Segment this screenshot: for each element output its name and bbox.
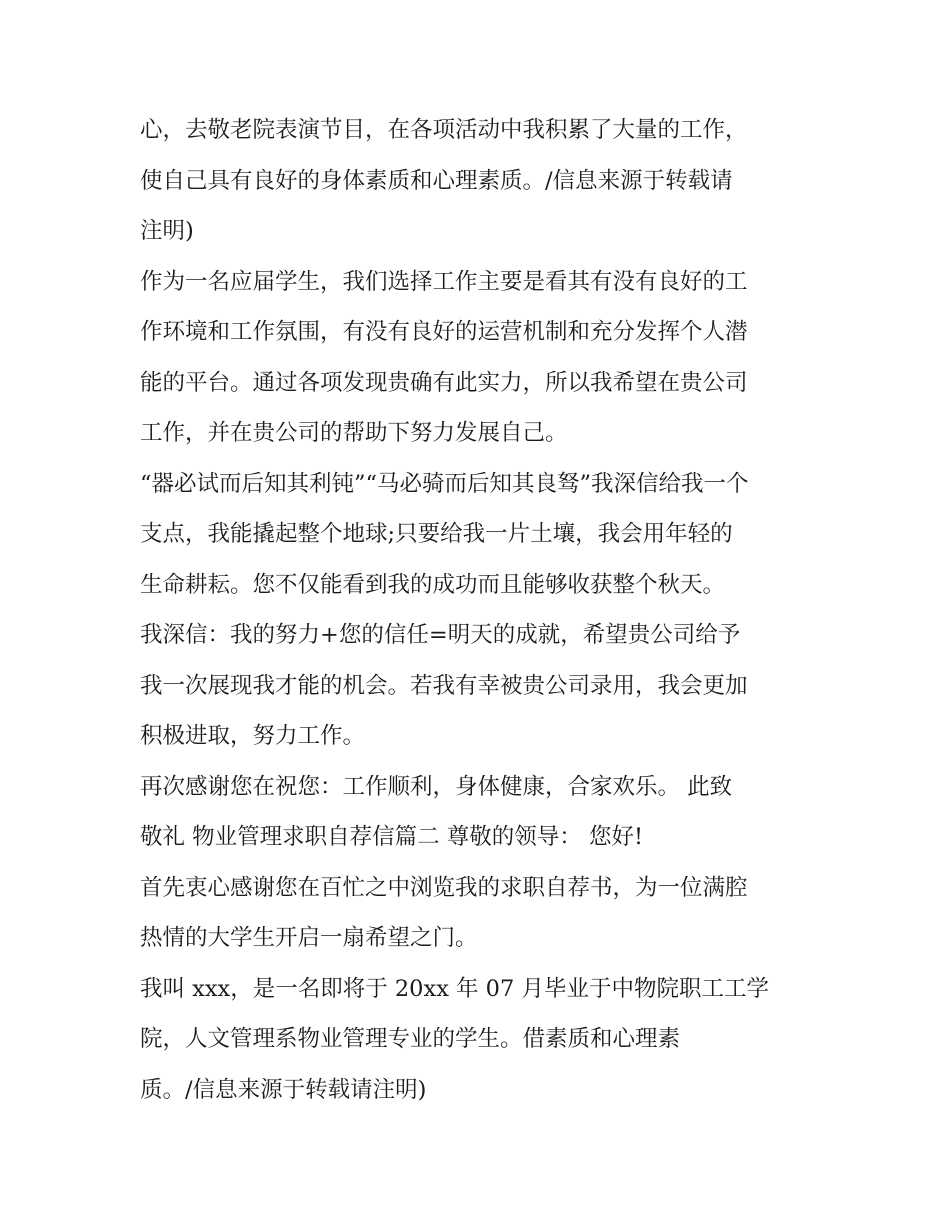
text-line: 我深信：我的努力+您的信任=明天的成就，希望贵公司给予	[140, 622, 741, 648]
text-line: 支点，我能撬起整个地球;只要给我一片土壤，我会用年轻的	[140, 521, 733, 547]
text-line: 作环境和工作氛围，有没有良好的运营机制和充分发挥个人潜	[140, 319, 748, 345]
text-line: 敬礼 物业管理求职自荐信篇二 尊敬的领导： 您好!	[140, 824, 643, 850]
text-line: 质。/信息来源于转载请注明)	[140, 1076, 427, 1103]
text-line: 我叫 xxx，是一名即将于 20xx 年 07 月毕业于中物院职工工学	[140, 975, 769, 1002]
text-line: 院，人文管理系物业管理专业的学生。借素质和心理素	[140, 1026, 681, 1052]
text-line: 首先衷心感谢您在百忙之中浏览我的求职自荐书，为一位满腔	[140, 874, 748, 901]
text-line: 能的平台。通过各项发现贵确有此实力，所以我希望在贵公司	[140, 369, 748, 396]
text-line: 工作，并在贵公司的帮助下努力发展自己。	[140, 420, 568, 446]
text-line: 我一次展现我才能的机会。若我有幸被贵公司录用，我会更加	[140, 672, 748, 699]
document-body	[140, 105, 820, 1115]
text-line: 使自己具有良好的身体素质和心理素质。/信息来源于转载请	[140, 167, 733, 194]
text-line: 注明)	[140, 218, 194, 244]
text-line: 心，去敬老院表演节目，在各项活动中我积累了大量的工作，	[140, 117, 748, 143]
text-line: 生命耕耘。您不仅能看到我的成功而且能够收获整个秋天。	[140, 571, 726, 598]
text-line: 再次感谢您在祝您：工作顺利，身体健康，合家欢乐。 此致	[140, 773, 733, 800]
text-line: 热情的大学生开启一扇希望之门。	[140, 925, 478, 951]
text-line: 积极进取，努力工作。	[140, 723, 366, 749]
text-line: 作为一名应届学生，我们选择工作主要是看其有没有良好的工	[140, 268, 748, 295]
text-line: “器必试而后知其利钝”“马必骑而后知其良驽”我深信给我一个	[140, 470, 749, 497]
